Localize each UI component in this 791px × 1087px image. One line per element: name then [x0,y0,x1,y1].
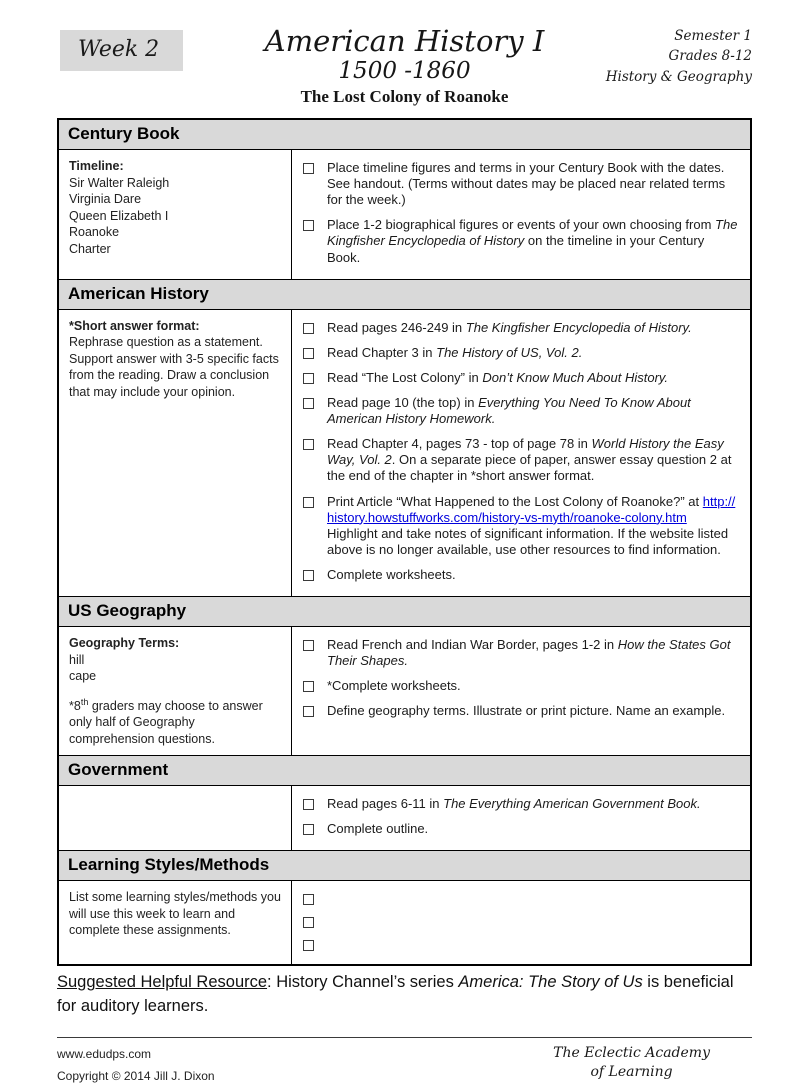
note-line: hill [69,652,85,667]
task-checkbox[interactable] [303,163,314,174]
task-text [327,703,725,719]
task-checkbox[interactable] [303,398,314,409]
task-checkbox[interactable] [303,681,314,692]
task-checkbox[interactable] [303,220,314,231]
text-segment: Complete outline. [327,821,429,837]
task-checkbox[interactable] [303,824,314,835]
note-para: List some learning styles/methods you will use this week to learn and complete these assignments. [69,890,281,938]
text-segment: Read pages 246-249 in [327,319,466,335]
text-segment: Place 1-2 biographical figures or events of your own choosing from [327,217,716,233]
section-tasks-government [292,786,750,850]
task-checkbox[interactable] [303,348,314,359]
week-badge [60,30,183,71]
task-text [327,821,428,837]
task-row [300,703,740,719]
task-row [300,678,740,694]
section-title: Century Book [68,124,180,143]
section-body-learning-styles-methods [59,881,750,964]
task-row [300,891,740,905]
section-body-government [59,786,750,850]
note-heading: Geography Terms: [69,636,180,651]
task-text [327,395,740,427]
task-checkbox[interactable] [303,940,314,951]
section-title: US Geography [68,601,187,621]
text-segment: America: The Story of Us [458,973,643,992]
text-segment: Read French and Indian War Border, pages 1-2 in [327,637,618,653]
task-row [300,320,740,336]
task-text [327,567,456,583]
section-title: Government [68,760,169,780]
task-row [300,821,740,837]
section-title: American History [68,283,209,303]
text-segment: Read pages 6-11 in [327,796,444,812]
task-text [327,796,701,812]
resource-note [57,971,752,1019]
section-american-history [59,279,750,596]
section-notes-learning-styles-methods [59,881,292,964]
text-segment: is beneficial for auditory learners. [57,973,734,1016]
text-segment: Suggested Helpful Resource [57,973,268,992]
section-body-us-geography [59,627,750,755]
copyright: Copyright © 2014 Jill J. Dixon [57,1068,215,1083]
text-segment: Read Chapter 3 in [327,344,437,360]
note-line: cape [69,669,97,684]
text-segment: The Everything American Government Book. [443,796,701,812]
note-line: Queen Elizabeth I [69,208,169,223]
text-segment: World History the Easy Way, Vol. 2 [327,436,724,468]
task-text [327,436,740,484]
lesson-subtitle: The Lost Colony of Roanoke [300,87,509,107]
section-notes-century-book [59,150,292,279]
semester-label: Semester 1 [674,28,752,44]
task-text [327,160,740,208]
doc-footer [57,1037,752,1087]
task-checkbox[interactable] [303,323,314,334]
text-segment: *Complete worksheets. [327,678,461,694]
task-checkbox[interactable] [303,917,314,928]
text-segment: Read Chapter 4, pages 73 - top of page 78 in [327,436,592,452]
text-segment: : History Channel’s series [267,973,459,992]
text-segment: *8 [69,698,81,713]
text-segment: Don’t Know Much About History. [482,369,669,385]
task-checkbox[interactable] [303,894,314,905]
section-header-us-geography [59,596,750,627]
note-para: Rephrase question as a statement. Support answer with 3-5 specific facts from the reading. Draw a conclusion that may include your opinion. [69,335,279,399]
section-us-geography [59,596,750,755]
task-checkbox[interactable] [303,706,314,717]
week-label: Week 2 [78,37,160,62]
text-segment: Highlight and take notes of significant information. If the website listed above is no longer available, use other resources to find information. [327,525,729,557]
note-line: Charter [69,241,111,256]
section-header-century-book [59,120,750,150]
task-row [300,937,740,951]
text-segment: Read “The Lost Colony” in [327,369,483,385]
superscript-text: th [80,696,89,707]
date-range: 1500 -1860 [338,57,471,84]
website-url: www.edudps.com [57,1047,152,1062]
page-title: American History I [264,24,545,58]
task-row [300,217,740,265]
task-row [300,345,740,361]
text-segment: Everything You Need To Know About American History Homework. [327,394,691,427]
section-header-learning-styles-methods [59,850,750,881]
section-tasks-learning-styles-methods [292,881,750,964]
text-segment: Complete worksheets. [327,566,456,582]
org-name [553,1044,710,1087]
footer-left [57,1044,215,1087]
org-name-line2: of Learning [590,1064,673,1081]
text-segment: The History of US, Vol. 2. [436,344,583,360]
task-row [300,567,740,583]
section-government [59,755,750,850]
text-segment: The Kingfisher Encyclopedia of History [327,217,738,249]
assignment-table [57,118,752,966]
section-header-american-history [59,279,750,310]
task-text [327,637,740,669]
subject-label: History & Geography [605,68,752,85]
task-text [327,494,740,558]
text-segment: Place timeline figures and terms in your Century Book with the dates. See handout. (Terms without dates may be placed near related terms for the week.) [327,160,726,208]
task-checkbox[interactable] [303,373,314,384]
task-text [327,320,692,336]
spacer [69,685,281,698]
task-row [300,914,740,928]
task-text [327,345,582,361]
section-header-government [59,755,750,786]
task-row [300,370,740,386]
task-row [300,494,740,558]
text-segment: How the States Got Their Shapes. [327,637,731,669]
task-link[interactable]: http://history.howstuffworks.com/history-vs-myth/roanoke-colony.htm [327,493,736,525]
text-segment: . On a separate piece of paper, answer essay question 2 at the end of the chapter in *short answer format. [327,452,732,484]
text-segment: graders may choose to answer only half of Geography comprehension questions. [69,698,263,746]
task-text [327,678,461,694]
section-tasks-american-history [292,310,750,596]
task-row [300,436,740,484]
text-segment: Print Article “What Happened to the Lost Colony of Roanoke?” at [327,493,703,509]
note-para [69,698,281,748]
text-segment: on the timeline in your Century Book. [327,233,705,265]
task-checkbox[interactable] [303,497,314,508]
task-checkbox[interactable] [303,439,314,450]
section-learning-styles-methods [59,850,750,964]
text-segment: The Kingfisher Encyclopedia of History. [465,319,692,335]
section-body-american-history [59,310,750,596]
section-notes-government [59,786,292,850]
note-line: Roanoke [69,225,120,239]
section-century-book [59,120,750,279]
task-text [327,217,740,265]
task-row [300,637,740,669]
task-row [300,160,740,208]
note-line: Sir Walter Raleigh [69,175,170,190]
text-segment: Read page 10 (the top) in [327,394,479,410]
task-checkbox[interactable] [303,799,314,810]
doc-header [57,20,752,118]
section-tasks-us-geography [292,627,750,755]
note-heading: *Short answer format: [69,318,200,333]
task-checkbox[interactable] [303,640,314,651]
note-line: Virginia Dare [69,192,142,206]
task-checkbox[interactable] [303,570,314,581]
section-notes-american-history [59,310,292,596]
text-segment: Define geography terms. Illustrate or print picture. Name an example. [327,703,726,719]
task-row [300,796,740,812]
section-tasks-century-book [292,150,750,279]
course-meta [606,26,752,87]
org-name-line1: The Eclectic Academy [553,1045,710,1062]
task-text [327,370,668,386]
section-body-century-book [59,150,750,279]
grades-label: Grades 8-12 [668,48,752,65]
section-title: Learning Styles/Methods [68,855,270,875]
note-heading: Timeline: [69,159,124,173]
section-notes-us-geography [59,627,292,755]
task-row [300,395,740,427]
